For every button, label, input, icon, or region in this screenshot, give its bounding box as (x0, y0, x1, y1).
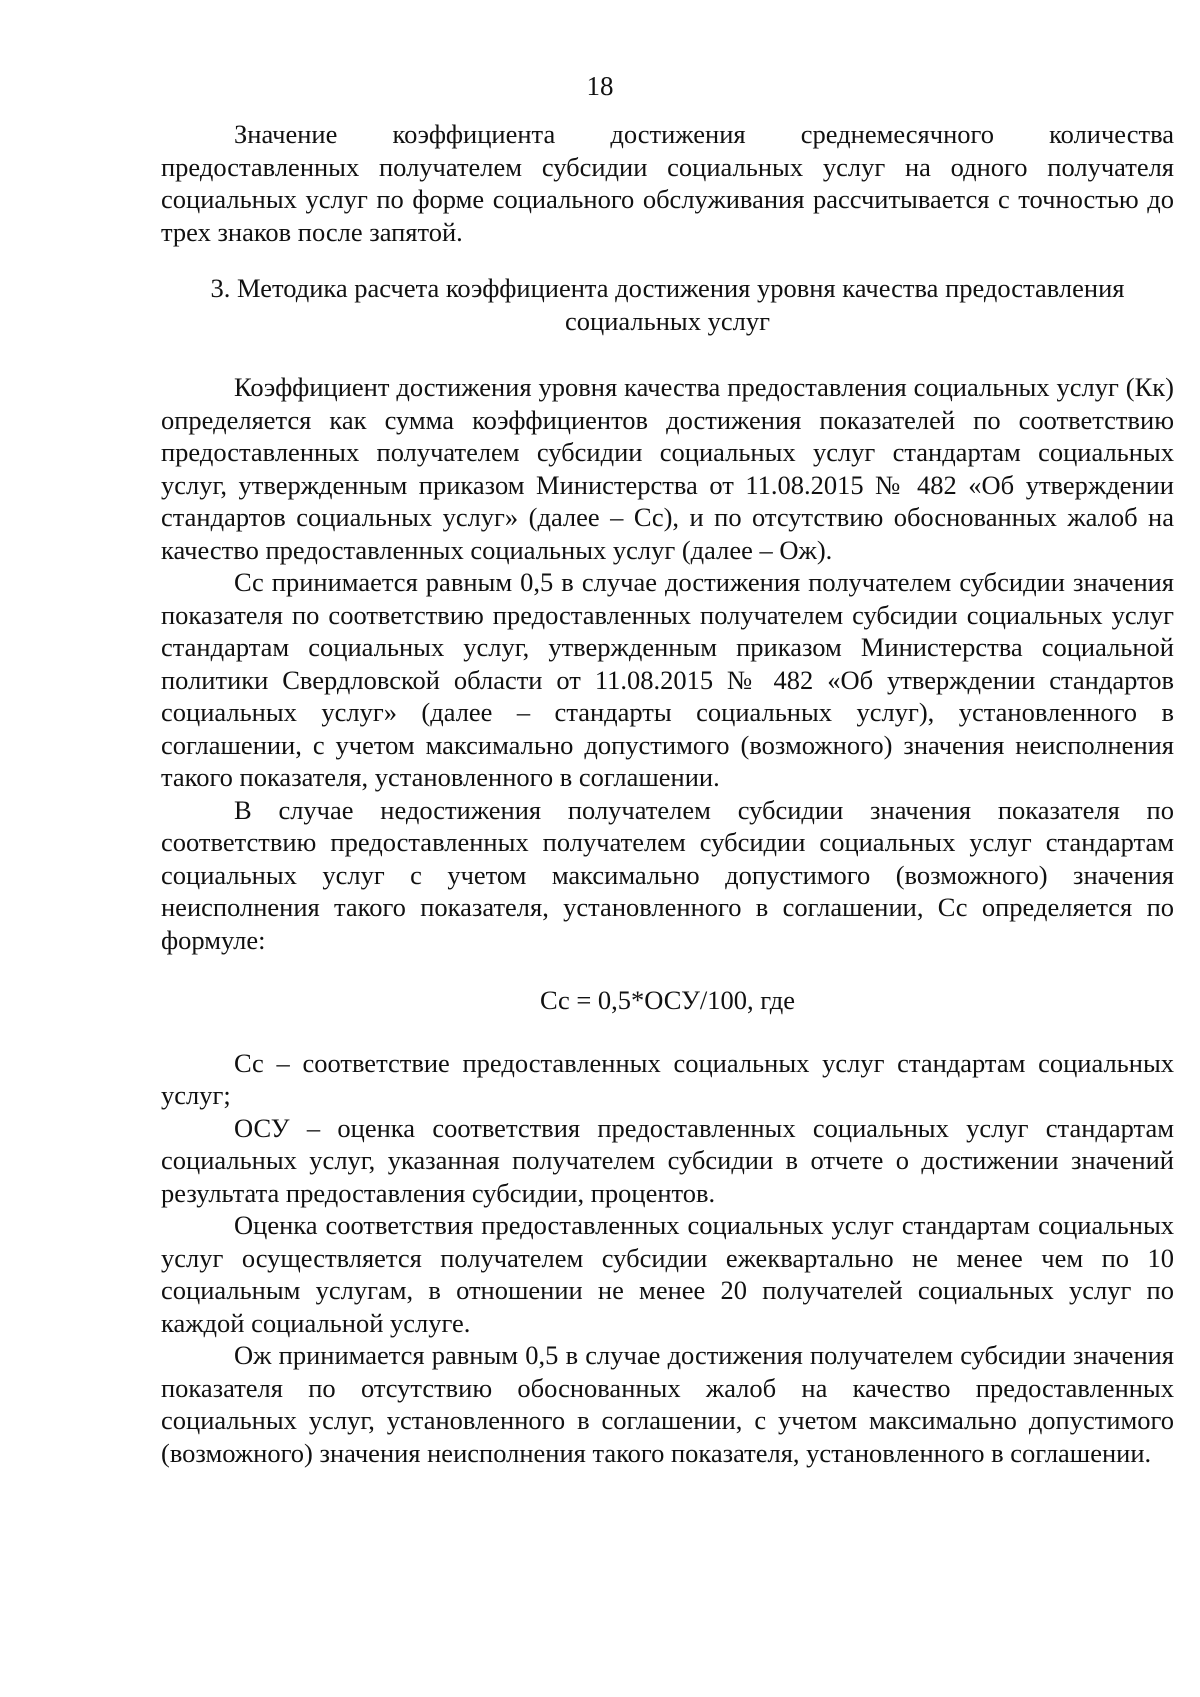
page-number: 18 (586, 71, 614, 101)
document-body (161, 118, 1174, 1469)
paragraph-cc-legend: Сс – соответствие предоставленных социальных услуг стандартам социальных услуг; (161, 1047, 1174, 1110)
paragraph-cc-not-achieved: В случае недостижения получателем субсидии значения показателя по соответствию предоставленных получателем субсидии социальных услуг стандартам социальных услуг с учетом максимально допустимого (возможного) значения неисполнения такого показателя, установленного в соглашении, Сс определяется по формуле: (161, 794, 1174, 955)
formula: Сс = 0,5*ОСУ/100, где (539, 985, 796, 1015)
section-heading (161, 272, 1174, 337)
paragraph-coefficient-precision: Значение коэффициента достижения среднемесячного количества предоставленных получателем субсидии социальных услуг на одного получателя социальных услуг по форме социального обслуживания рассчитывается с точностью до трех знаков после запятой. (161, 119, 1174, 247)
paragraph-ozh-definition: Ож принимается равным 0,5 в случае достижения получателем субсидии значения показателя по отсутствию обоснованных жалоб на качество предоставленных социальных услуг, установленного в соглашении, с учетом максимально допустимого (возможного) значения неисполнения такого показателя, установленного в соглашении. (161, 1340, 1174, 1468)
section-heading-line-1: 3. Методика расчета коэффициента достижения уровня качества предоставления (210, 273, 1125, 303)
paragraph-assessment-procedure: Оценка соответствия предоставленных социальных услуг стандартам социальных услуг осуществляется получателем субсидии ежеквартально не менее чем по 10 социальным услугам, в отношении не менее 20 получателей социальных услуг по каждой социальной услуге. (161, 1210, 1174, 1338)
paragraph-cc-achieved: Сс принимается равным 0,5 в случае достижения получателем субсидии значения показателя по соответствию предоставленных получателем субсидии социальных услуг стандартам социальных услуг, утвержденным приказом Министерства социальной политики Свердловской области от 11.08.2015 № 482 «Об утверждении стандартов социальных услуг» (далее – стандарты социальных услуг), установленного в соглашении, с учетом максимально допустимого (возможного) значения неисполнения такого показателя, установленного в соглашении. (161, 567, 1174, 792)
paragraph-kk-definition: Коэффициент достижения уровня качества предоставления социальных услуг (Кк) определяется как сумма коэффициентов достижения показателей по соответствию предоставленных получателем субсидии социальных услуг стандартам социальных услуг, утвержденным приказом Министерства от 11.08.2015 № 482 «Об утверждении стандартов социальных услуг» (далее – Сс), и по отсутствию обоснованных жалоб на качество предоставленных социальных услуг (далее – Ож). (161, 372, 1174, 565)
paragraph-osu-legend: ОСУ – оценка соответствия предоставленных социальных услуг стандартам социальных услуг, указанная получателем субсидии в отчете о достижении значений результата предоставления субсидии, процентов. (161, 1112, 1174, 1208)
section-heading-line-2: социальных услуг (565, 305, 770, 336)
